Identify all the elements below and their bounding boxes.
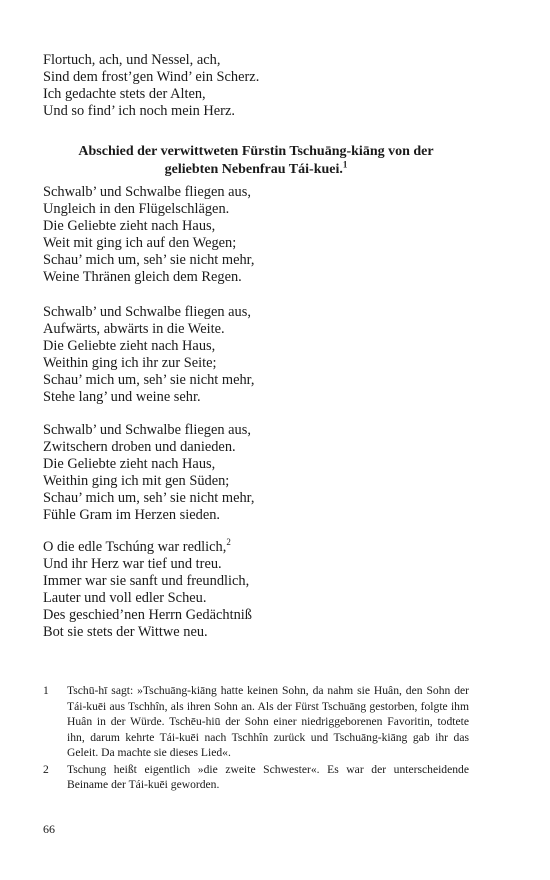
poem-title <box>43 143 469 179</box>
footnote-1 <box>43 683 469 761</box>
verse-line: Und so find’ ich noch mein Herz. <box>43 103 235 119</box>
verse-line: Schwalb’ und Schwalbe fliegen aus, <box>43 304 251 320</box>
verse-line-text: O die edle Tschúng war redlich, <box>43 539 227 555</box>
verse-line: Schau’ mich um, seh’ sie nicht mehr, <box>43 372 255 388</box>
verse-line: Weithin ging ich mit gen Süden; <box>43 473 230 489</box>
page-number: 66 <box>43 822 55 836</box>
verse-line: Weine Thränen gleich dem Regen. <box>43 269 242 285</box>
verse-line: Und ihr Herz war tief und treu. <box>43 556 222 572</box>
verse-line: Lauter und voll edler Scheu. <box>43 590 207 606</box>
verse-line: Schau’ mich um, seh’ sie nicht mehr, <box>43 490 255 506</box>
stanza-3 <box>43 422 483 524</box>
footnote-text: Tschū-hī sagt: »Tschuāng-kiāng hatte keinen Sohn, da nahm sie Huân, den Sohn der Tái-kuēi aus Tschhîn, als ihren Sohn an. Als der Fürst Tschuāng gestorben, folgte ihm Huân in der Würde. Tschēu-hiū der Sohn einer niedriggeborenen Favoritin, todtete ihn, darum kehrte Tái-kuēi nach Tschhîn zurück und Tschuāng-kiāng gab ihr das Geleit. Da machte sie dieses Lied«. <box>67 684 469 759</box>
stanza-continuation <box>43 52 483 120</box>
poem-title-line-2: geliebten Nebenfrau Tái-kuei. <box>164 162 343 177</box>
verse-line: Des geschied’nen Herrn Gedächtniß <box>43 607 252 623</box>
verse-line: Ich gedachte stets der Alten, <box>43 86 206 102</box>
verse-line: Die Geliebte zieht nach Haus, <box>43 456 216 472</box>
verse-line: Weithin ging ich ihr zur Seite; <box>43 355 217 371</box>
verse-line-with-footnote <box>43 539 483 556</box>
stanza-4 <box>43 539 483 641</box>
stanza-2 <box>43 304 483 406</box>
verse-line: Weit mit ging ich auf den Wegen; <box>43 235 237 251</box>
footnote-text: Tschung heißt eigentlich »die zweite Schwester«. Es war der unterscheidende Beiname der Tái-kuēi geworden. <box>67 762 469 791</box>
stanza-1 <box>43 184 483 286</box>
verse-line: Zwitschern droben und danieden. <box>43 439 236 455</box>
footnote-marker-2[interactable]: 2 <box>226 537 231 548</box>
footnote-marker-1[interactable]: 1 <box>342 159 348 170</box>
verse-line: Schwalb’ und Schwalbe fliegen aus, <box>43 422 251 438</box>
footnote-2 <box>43 762 469 793</box>
verse-line: Schau’ mich um, seh’ sie nicht mehr, <box>43 252 255 268</box>
verse-line: Bot sie stets der Wittwe neu. <box>43 624 208 640</box>
verse-line: Schwalb’ und Schwalbe fliegen aus, <box>43 184 251 200</box>
verse-line: Die Geliebte zieht nach Haus, <box>43 338 216 354</box>
footnote-number: 2 <box>43 762 49 776</box>
verse-line: Aufwärts, abwärts in die Weite. <box>43 321 225 337</box>
verse-line: Fühle Gram im Herzen sieden. <box>43 507 221 523</box>
poem-title-line-1: Abschied der verwittweten Fürstin Tschuāng-kiāng von der <box>78 144 434 159</box>
verse-line: Immer war sie sanft und freundlich, <box>43 573 250 589</box>
verse-line: Flortuch, ach, und Nessel, ach, <box>43 52 221 68</box>
footnote-number: 1 <box>43 684 49 697</box>
poem-title-line-2-wrap <box>43 161 469 179</box>
verse-line: Die Geliebte zieht nach Haus, <box>43 218 216 234</box>
verse-line: Ungleich in den Flügelschlägen. <box>43 201 230 217</box>
verse-line: Stehe lang’ und weine sehr. <box>43 389 201 405</box>
verse-line: Sind dem frost’gen Wind’ ein Scherz. <box>43 69 260 85</box>
footnotes <box>43 683 469 793</box>
